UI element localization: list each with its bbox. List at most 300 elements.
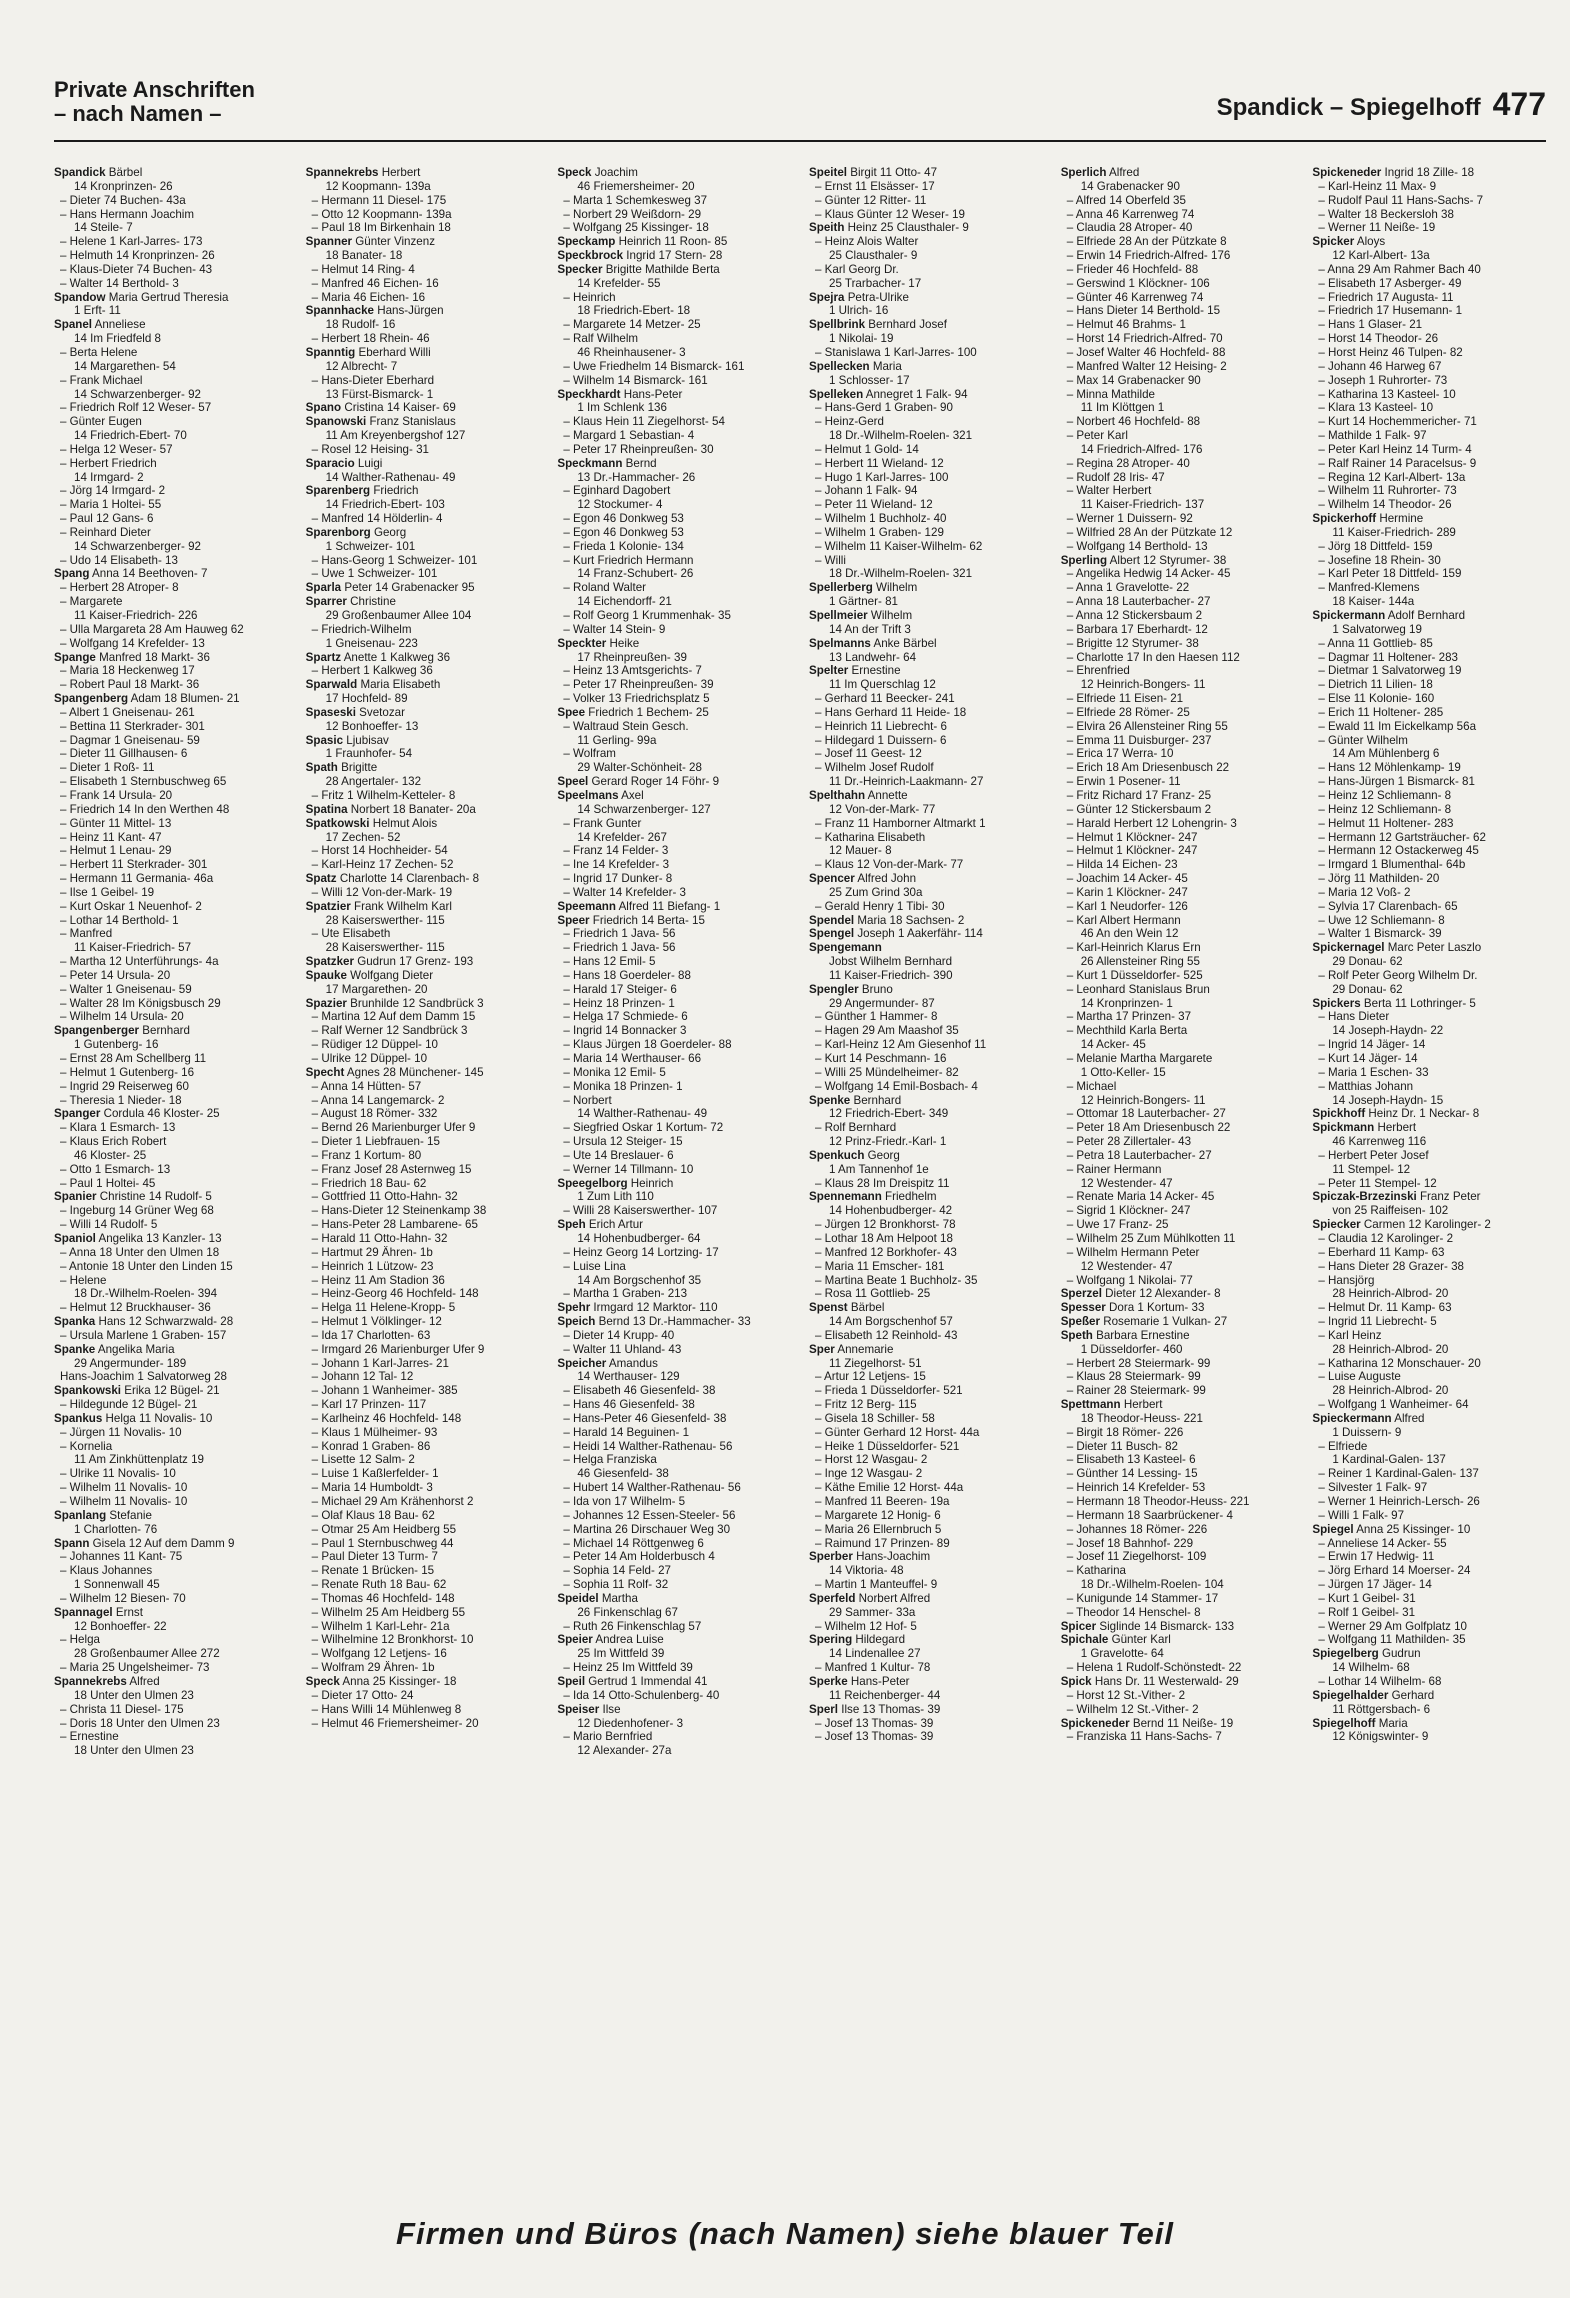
person-entry: – Hans Hermann Joachim (60, 207, 195, 221)
address-line: 14 Acker- 45 (1080, 1038, 1146, 1052)
surname: Sperber (809, 1550, 853, 1564)
entry-detail: Gisela 12 Auf dem Damm 9 (89, 1536, 235, 1550)
surname: Spatina (305, 802, 348, 816)
surname-entry (306, 872, 540, 886)
address-line: 14 Joseph-Haydn- 15 (1332, 1093, 1444, 1107)
surname-entry (809, 221, 1043, 235)
surname: Speiser (557, 1702, 600, 1716)
person-entry: – Wolfgang 25 Kissinger- 18 (563, 221, 709, 235)
person-entry: – Katharina 13 Kasteel- 10 (1318, 387, 1456, 401)
person-entry: – Wolfgang 14 Emil-Bosbach- 4 (815, 1079, 978, 1093)
person-entry: – Hansjörg (1318, 1273, 1375, 1287)
person-entry: – Jürgen 17 Jäger- 14 (1318, 1578, 1432, 1592)
address-line: 14 Hohenbudberger- 64 (577, 1231, 701, 1245)
address-line: 46 Giesenfeld- 38 (577, 1467, 669, 1481)
entry-detail: Agnes 28 Münchener- 145 (344, 1065, 484, 1079)
person-entry: – Kurt Friedrich Hermann (563, 553, 694, 567)
person-entry: – Karl 1 Neudorfer- 126 (1066, 899, 1188, 913)
person-entry: – Hermann 11 Germania- 46a (60, 872, 214, 886)
person-entry: – Hans-Peter 46 Giesenfeld- 38 (563, 1411, 727, 1425)
person-entry: – Claudia 12 Karolinger- 2 (1318, 1231, 1454, 1245)
surname-entry (557, 637, 791, 651)
address-line: 1 Gneisenau- 223 (325, 636, 418, 650)
address-line: 46 Karrenweg 116 (1332, 1135, 1427, 1149)
person-entry: – Wilhelm 14 Ursula- 20 (60, 1010, 184, 1024)
surname: Speich (557, 1315, 596, 1329)
person-entry: – Herbert Friedrich (60, 456, 157, 470)
person-entry: – Werner 1 Duissern- 92 (1066, 512, 1193, 526)
person-entry: – Wilhelm 12 Hof- 5 (815, 1619, 917, 1633)
person-entry: – Frank Gunter (563, 816, 642, 830)
entry-detail: Norbert 18 Banater- 20a (347, 802, 476, 816)
person-entry: – Hagen 29 Am Maashof 35 (815, 1024, 959, 1038)
person-entry: – Wilhelmine 12 Bronkhorst- 10 (311, 1633, 474, 1647)
surname: Speil (557, 1674, 586, 1688)
surname-entry (557, 457, 791, 471)
person-entry: – Klaus-Dieter 74 Buchen- 43 (60, 262, 213, 276)
surname-entry (54, 1606, 288, 1620)
person-entry: – Gottfried 11 Otto-Hahn- 32 (311, 1190, 458, 1204)
person-entry: – Kurt 1 Düsseldorfer- 525 (1066, 968, 1203, 982)
entry-detail: Barbara Ernestine (1092, 1328, 1190, 1342)
person-entry: – Frank 14 Ursula- 20 (60, 788, 173, 802)
person-entry: – Gerald Henry 1 Tibi- 30 (815, 899, 945, 913)
address-line: 18 Banater- 18 (325, 249, 403, 263)
address-line: 12 Alexander- 27a (577, 1744, 672, 1758)
address-line: 14 An der Trift 3 (829, 622, 911, 636)
entry-detail: Bernhard (850, 1093, 902, 1107)
surname: Spiegelhoff (1312, 1716, 1376, 1730)
person-entry: – Klaus Jürgen 18 Goerdeler- 88 (563, 1038, 732, 1052)
person-entry: – Birgit 18 Römer- 226 (1066, 1425, 1184, 1439)
person-entry: – Hans-Georg 1 Schweizer- 101 (311, 553, 478, 567)
surname-entry (1312, 997, 1546, 1011)
page-header-range (1217, 86, 1546, 123)
person-entry: – Maria 11 Emscher- 181 (815, 1259, 945, 1273)
person-entry: – Horst 14 Hochheider- 54 (311, 844, 448, 858)
address-line: 14 Eichendorff- 21 (577, 595, 672, 609)
surname-entry (1061, 1717, 1295, 1731)
person-entry: – Heinz 11 Am Stadion 36 (311, 1273, 445, 1287)
surname: Spannekrebs (305, 166, 379, 179)
surname: Spatzker (305, 955, 354, 969)
person-entry: – Minna Mathilde (1066, 387, 1155, 401)
entry-detail: Luigi (354, 456, 383, 470)
person-entry: – Bettina 11 Sterkrader- 301 (60, 719, 205, 733)
person-entry: – Uwe 17 Franz- 25 (1066, 1218, 1169, 1232)
person-entry: – Günther 1 Hammer- 8 (815, 1010, 938, 1024)
address-line: 1 Gärtner- 81 (829, 595, 898, 609)
entry-detail: Hildegard (852, 1633, 906, 1647)
surname: Speth (1060, 1328, 1093, 1342)
surname-entry (1312, 1218, 1546, 1232)
address-line: 46 Rheinhausener- 3 (577, 345, 686, 359)
person-entry: – Friedrich Rolf 12 Weser- 57 (60, 401, 212, 415)
person-entry: – Fritz 12 Berg- 115 (815, 1398, 917, 1412)
address-line: 18 Rudolf- 16 (325, 318, 396, 332)
entry-detail: Erika 12 Bügel- 21 (121, 1384, 220, 1398)
surname-entry (809, 664, 1043, 678)
surname-entry (557, 1177, 791, 1191)
surname: Spiegelberg (1312, 1647, 1379, 1661)
person-entry: – Uwe Friedhelm 14 Bismarck- 161 (563, 359, 745, 373)
surname: Speel (557, 775, 589, 789)
surname: Speckhardt (557, 387, 621, 401)
entry-detail: Albert 12 Styrumer- 38 (1107, 553, 1227, 567)
address-line: 11 Am Kreyenbergshof 127 (325, 429, 466, 443)
surname-entry (809, 872, 1043, 886)
entry-detail: Alfred 11 Biefang- 1 (615, 899, 721, 913)
surname: Spauke (305, 968, 347, 982)
address-line: 12 Prinz-Friedr.-Karl- 1 (829, 1135, 947, 1149)
entry-detail: Herbert (1120, 1398, 1163, 1412)
person-entry: – Günter 46 Karrenweg 74 (1066, 290, 1204, 304)
person-entry: – Helmut 1 Klöckner- 247 (1066, 830, 1198, 844)
person-entry: – Inge 12 Wasgau- 2 (815, 1467, 923, 1481)
address-line: 14 Lindenallee 27 (829, 1647, 921, 1661)
person-entry: – Gisela 18 Schiller- 58 (815, 1411, 935, 1425)
entry-detail: Hans 12 Schwarzwald- 28 (95, 1315, 234, 1329)
entry-detail: Christine 14 Rudolf- 5 (96, 1190, 212, 1204)
person-entry: – Franz 11 Hamborner Altmarkt 1 (815, 816, 986, 830)
person-entry: – Hermann 12 Gartsträucher- 62 (1318, 830, 1486, 844)
surname: Speier (557, 1633, 593, 1647)
person-entry: – Wilhelm 25 Am Heidberg 55 (311, 1605, 466, 1619)
person-entry: – Petra 18 Lauterbacher- 27 (1066, 1148, 1212, 1162)
directory-column (809, 166, 1043, 2166)
person-entry: – Manfred 12 Borkhofer- 43 (815, 1245, 957, 1259)
person-entry: – Claudia 28 Atroper- 40 (1066, 221, 1193, 235)
person-entry: – Elisabeth 13 Kasteel- 6 (1066, 1453, 1196, 1467)
person-entry: – Theodor 14 Henschel- 8 (1066, 1605, 1201, 1619)
person-entry: – Klaus 28 Im Dreispitz 11 (815, 1176, 950, 1190)
entry-detail: Franz Stanislaus (366, 415, 456, 429)
entry-detail: Günter Vinzenz (352, 235, 435, 249)
person-entry: – Hermann 18 Theodor-Heuss- 221 (1066, 1495, 1250, 1508)
person-entry: – Fritz Richard 17 Franz- 25 (1066, 788, 1212, 802)
address-line: 14 Friedrich-Alfred- 176 (1080, 442, 1203, 456)
surname-entry (306, 803, 540, 817)
person-entry: – Dieter 17 Otto- 24 (311, 1688, 414, 1702)
entry-detail: Brigitte (337, 761, 378, 775)
person-entry: – Joseph 1 Ruhrorter- 73 (1318, 373, 1448, 387)
surname: Spatkowski (305, 816, 370, 830)
surname-entry (557, 914, 791, 928)
surname: Spangenberg (54, 692, 129, 706)
surname: Sparwald (305, 678, 358, 692)
person-entry: – Peter 17 Rheinpreußen- 30 (563, 442, 714, 456)
person-entry: – Heinz Alois Walter (815, 235, 919, 249)
address-line: 11 Kaiser-Friedrich- 226 (74, 609, 198, 622)
person-entry: – Helmut 11 Holtener- 283 (1318, 816, 1454, 830)
address-line: 46 Kloster- 25 (74, 1148, 147, 1162)
address-line: 28 Kaiserswerther- 115 (325, 913, 445, 927)
person-entry: – Renate Maria 14 Acker- 45 (1066, 1190, 1215, 1204)
section-heading (54, 78, 255, 126)
person-entry: – Karl Peter 18 Dittfeld- 159 (1318, 567, 1462, 581)
address-line: 14 Friedrich-Ebert- 103 (325, 498, 445, 512)
entry-detail: Helga 11 Novalis- 10 (102, 1411, 213, 1425)
surname: Spaseski (305, 705, 356, 719)
person-entry: – Johann 12 Tal- 12 (311, 1370, 414, 1384)
person-entry: – Johannes 12 Essen-Steeler- 56 (563, 1508, 736, 1522)
person-entry: – Rolf 1 Geibel- 31 (1318, 1605, 1416, 1619)
address-line: 11 Am Zinkhüttenplatz 19 (74, 1453, 204, 1467)
section-title: Private Anschriften (54, 77, 255, 102)
entry-detail: Georg (864, 1148, 900, 1162)
entry-detail: Norbert Alfred (855, 1591, 931, 1605)
person-entry: – Werner 1 Heinrich-Lersch- 26 (1318, 1495, 1480, 1508)
person-entry: – Ilse 1 Geibel- 19 (60, 885, 155, 899)
person-entry: – Heinz-Gerd (815, 415, 884, 429)
surname: Spieckermann (1312, 1411, 1392, 1425)
surname-entry (809, 291, 1043, 305)
surname: Spenke (809, 1093, 851, 1107)
entry-detail: Erich Artur (585, 1218, 644, 1232)
address-line: 26 Allensteiner Ring 55 (1080, 955, 1200, 969)
person-entry: – Theresia 1 Nieder- 18 (60, 1093, 182, 1107)
surname-entry (809, 983, 1043, 997)
entry-detail: Cristina 14 Kaiser- 69 (341, 401, 456, 415)
person-entry: – Doris 18 Unter den Ulmen 23 (60, 1716, 220, 1730)
address-line: 46 An den Wein 12 (1080, 927, 1179, 941)
entry-detail: Martha (598, 1591, 638, 1605)
name-range: Spandick – Spiegelhoff (1216, 94, 1481, 121)
surname-entry (809, 941, 1043, 955)
person-entry: – Regina 28 Atroper- 40 (1066, 456, 1190, 470)
person-entry: – Wilhelm 14 Bismarck- 161 (563, 373, 708, 387)
person-entry: – Hermann 11 Diesel- 175 (311, 193, 447, 207)
entry-detail: Siglinde 14 Bismarck- 133 (1096, 1619, 1235, 1633)
person-entry: – Wilfried 28 An der Pützkate 12 (1066, 525, 1233, 539)
address-line: 1 Erft- 11 (74, 304, 121, 318)
surname-entry (54, 1412, 288, 1426)
address-line: 11 Kaiser-Friedrich- 57 (74, 941, 192, 955)
person-entry: – Ida 17 Charlotten- 63 (311, 1328, 431, 1342)
entry-detail: Manfred 18 Markt- 36 (95, 650, 210, 664)
person-entry: – Friedrich 14 In den Werthen 48 (60, 802, 230, 816)
surname: Spicer (1060, 1619, 1097, 1633)
person-entry: – Peter 11 Stempel- 12 (1318, 1176, 1437, 1190)
entry-detail: Alfred John (854, 872, 917, 886)
address-line: 11 Ziegelhorst- 51 (829, 1356, 922, 1370)
address-line: 25 Im Wittfeld 39 (577, 1647, 665, 1661)
person-entry: – Hans-Jürgen 1 Bismarck- 81 (1318, 775, 1475, 789)
person-entry: – Willi 1 Falk- 97 (1318, 1508, 1405, 1522)
person-entry: – Friedrich 1 Java- 56 (563, 941, 676, 955)
surname-entry (1312, 1107, 1546, 1121)
surname: Spangenberger (54, 1024, 140, 1038)
surname-entry (306, 484, 540, 498)
person-entry: – Wolfgang 11 Mathilden- 35 (1318, 1633, 1466, 1647)
entry-detail: Annemarie (834, 1342, 894, 1356)
person-entry: – Helmut 12 Bruckhauser- 36 (60, 1301, 211, 1315)
surname: Spanowski (305, 415, 367, 429)
person-entry: – Helga 11 Helene-Kropp- 5 (311, 1301, 456, 1315)
address-line: 14 Steile- 7 (74, 221, 133, 235)
person-entry: – Ottomar 18 Lauterbacher- 27 (1066, 1107, 1226, 1121)
surname: Spengler (809, 982, 859, 996)
person-entry: – Otmar 25 Am Heidberg 55 (311, 1522, 457, 1536)
surname: Speckamp (557, 235, 616, 249)
entry-detail: Bärbel (847, 1301, 885, 1315)
surname: Spelleken (809, 387, 864, 401)
person-entry: – Gerhard 11 Beecker- 241 (815, 692, 955, 706)
entry-detail: Maria 18 Sachsen- 2 (854, 913, 965, 927)
person-entry: – Martina 26 Dirschauer Weg 30 (563, 1522, 731, 1536)
person-entry: – Horst 12 St.-Vither- 2 (1066, 1688, 1186, 1702)
entry-detail: Bernd 11 Neiße- 19 (1129, 1716, 1234, 1730)
surname: Speegelborg (557, 1176, 628, 1190)
entry-detail: Anette 1 Kalkweg 36 (341, 650, 451, 664)
surname-entry (1061, 1620, 1295, 1634)
surname-entry (306, 900, 540, 914)
address-line: 12 Diedenhofener- 3 (577, 1716, 684, 1730)
person-entry: – Willi (815, 553, 846, 567)
person-entry: – Herbert 1 Kalkweg 36 (311, 664, 433, 678)
address-line: 12 Mauer- 8 (829, 844, 892, 858)
person-entry: – Anna 1 Gravelotte- 22 (1066, 581, 1190, 595)
entry-detail: Angelika Maria (95, 1342, 175, 1356)
person-entry: – Dieter 1 Roß- 11 (60, 761, 155, 775)
entry-detail: Gerard Roger 14 Föhr- 9 (588, 775, 720, 789)
person-entry: – Helga (60, 1633, 100, 1647)
address-line: 14 Friedrich-Ebert- 70 (74, 429, 187, 443)
person-entry: – Rüdiger 12 Düppel- 10 (311, 1038, 438, 1052)
address-line: 46 Friemersheimer- 20 (577, 179, 695, 193)
surname: Speh (557, 1218, 586, 1232)
person-entry: – Olaf Klaus 18 Bau- 62 (311, 1508, 435, 1522)
address-line: 14 Kronprinzen- 26 (74, 179, 173, 193)
person-entry: – Luise 1 Kaßlerfelder- 1 (311, 1467, 439, 1481)
entry-detail: Alfred (1106, 166, 1140, 179)
surname: Spankus (54, 1411, 103, 1425)
address-line: 11 Kaiser-Friedrich- 289 (1332, 525, 1456, 539)
person-entry: – Ingrid 29 Reiserweg 60 (60, 1079, 189, 1093)
person-entry: – Willi 14 Rudolf- 5 (60, 1218, 158, 1232)
surname-entry (809, 318, 1043, 332)
person-entry: – Ute Elisabeth (311, 927, 391, 941)
entry-detail: Maria Gertrud Theresia (105, 290, 229, 304)
person-entry: – Kurt 14 Jäger- 14 (1318, 1052, 1418, 1065)
entry-detail: Cordula 46 Kloster- 25 (100, 1107, 220, 1121)
person-entry: – Marta 1 Schemkesweg 37 (563, 193, 708, 207)
surname: Spannagel (54, 1605, 113, 1619)
person-entry: – Karin 1 Klöckner- 247 (1066, 885, 1188, 899)
person-entry: – Sophia 14 Feld- 27 (563, 1564, 671, 1578)
person-entry: – Hubert 14 Walther-Rathenau- 56 (563, 1481, 741, 1495)
person-entry: – Harald 17 Steiger- 6 (563, 982, 677, 996)
surname: Speckter (557, 636, 607, 650)
entry-detail: Bernhard (139, 1024, 190, 1038)
person-entry: – Klaus Johannes (60, 1564, 153, 1578)
address-line: 13 Fürst-Bismarck- 1 (325, 387, 434, 401)
person-entry: – Regina 12 Karl-Albert- 13a (1318, 470, 1466, 484)
address-line: 18 Dr.-Wilhelm-Roelen- 321 (829, 567, 973, 581)
person-entry: – Silvester 1 Falk- 97 (1318, 1481, 1428, 1495)
surname: Spickmann (1312, 1121, 1375, 1135)
address-line: 28 Kaiserswerther- 115 (325, 941, 445, 955)
person-entry: – Walter 1 Bismarck- 39 (1318, 927, 1442, 941)
person-entry: – Helmut 1 Klöckner- 247 (1066, 844, 1198, 858)
address-line: 1 Kardinal-Galen- 137 (1332, 1453, 1446, 1467)
surname: Spankowski (54, 1384, 122, 1398)
person-entry: – Irmgard 1 Blumenthal- 64b (1318, 858, 1466, 872)
section-subtitle: – nach Namen – (54, 101, 222, 126)
surname: Spanger (54, 1107, 101, 1121)
surname: Spencer (809, 872, 855, 886)
person-entry: – Hartmut 29 Ähren- 1b (311, 1245, 433, 1259)
entry-detail: Anna 14 Beethoven- 7 (89, 567, 208, 581)
person-entry: – Josefine 18 Rhein- 30 (1318, 553, 1441, 567)
surname: Speck (305, 1674, 340, 1688)
surname-entry (809, 1675, 1043, 1689)
address-line: 1 Charlotten- 76 (74, 1522, 158, 1536)
surname-entry (1061, 1287, 1295, 1301)
entry-detail: Franz Peter (1416, 1190, 1481, 1204)
person-entry: – Helmut Dr. 11 Kamp- 63 (1318, 1301, 1452, 1315)
surname: Spandick (54, 166, 106, 179)
surname-entry (54, 1232, 288, 1246)
address-line: 1 Duissern- 9 (1332, 1425, 1402, 1439)
person-entry: – Jörg 18 Dittfeld- 159 (1318, 539, 1433, 553)
person-entry: – Horst 12 Wasgau- 2 (815, 1453, 928, 1467)
surname: Spange (54, 650, 96, 664)
surname-entry (54, 1343, 288, 1357)
surname-entry (557, 388, 791, 402)
surname: Sperke (809, 1674, 848, 1688)
person-entry: – Helmut 1 Gold- 14 (815, 442, 919, 456)
person-entry: – Frieda 1 Düsseldorfer- 521 (815, 1384, 963, 1398)
person-entry: – Ralf Wilhelm (563, 332, 639, 346)
address-line: 29 Angermunder- 189 (74, 1356, 187, 1370)
surname-entry (557, 706, 791, 720)
person-entry: – Albert 1 Gneisenau- 261 (60, 705, 195, 719)
surname-entry (54, 651, 288, 665)
person-entry: – Herbert 28 Steiermark- 99 (1066, 1356, 1211, 1370)
person-entry: – Dieter 11 Busch- 82 (1066, 1439, 1178, 1453)
person-entry: – Rudolf Paul 11 Hans-Sachs- 7 (1318, 193, 1484, 207)
person-entry: – Hilda 14 Eichen- 23 (1066, 858, 1178, 872)
person-entry: – Günter 12 Stickersbaum 2 (1066, 802, 1212, 816)
address-line: 11 Kaiser-Friedrich- 390 (829, 968, 953, 982)
person-entry: – Irmgard 26 Marienburger Ufer 9 (311, 1342, 485, 1356)
entry-detail: Hans-Peter (620, 387, 683, 401)
person-entry: – Harald Herbert 12 Lohengrin- 3 (1066, 816, 1237, 830)
person-entry: – Klara 13 Kasteel- 10 (1318, 401, 1434, 415)
person-entry: – Hans 46 Giesenfeld- 38 (563, 1398, 695, 1412)
person-entry: – Egon 46 Donkweg 53 (563, 525, 684, 539)
person-entry: – Paul 1 Holtei- 45 (60, 1176, 156, 1190)
surname-entry (557, 1218, 791, 1232)
surname-entry (1061, 166, 1295, 180)
address-line: 25 Clausthaler- 9 (829, 249, 918, 263)
surname: Spanke (54, 1342, 96, 1356)
address-line: 1 Otto-Keller- 15 (1080, 1065, 1166, 1079)
surname-entry (306, 706, 540, 720)
surname-entry (809, 1301, 1043, 1315)
surname-entry (306, 1675, 540, 1689)
person-entry: – Else 11 Kolonie- 160 (1318, 692, 1435, 706)
person-entry: – Erica 17 Werra- 10 (1066, 747, 1174, 761)
person-entry: – Kurt 14 Hochemmericher- 71 (1318, 415, 1477, 429)
address-line: 14 Schwarzenberger- 92 (74, 387, 201, 401)
address-line: 12 Heinrich-Bongers- 11 (1080, 678, 1206, 692)
person-entry: – Herbert 28 Atroper- 8 (60, 581, 179, 595)
address-line: 12 Stockumer- 4 (577, 498, 663, 512)
person-entry: – Elfriede 28 Römer- 25 (1066, 705, 1190, 719)
surname: Spengel (809, 927, 855, 941)
